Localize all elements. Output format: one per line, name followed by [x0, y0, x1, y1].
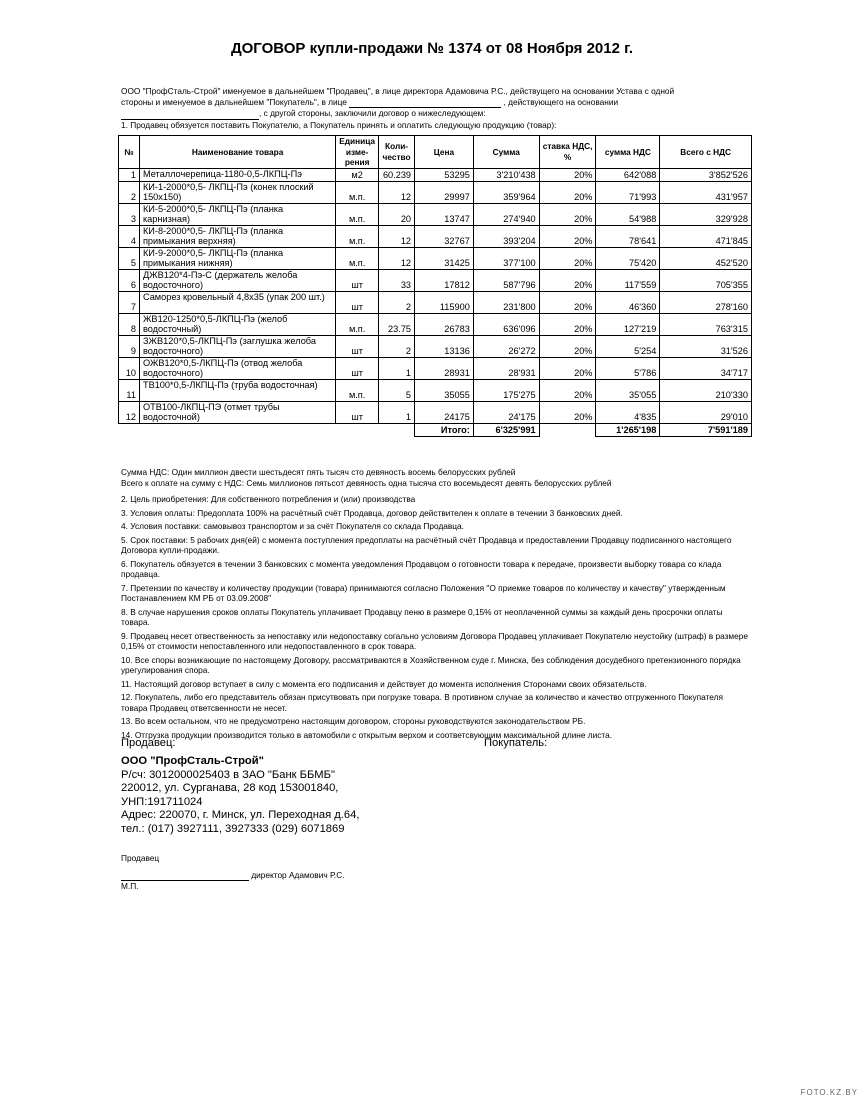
- seller-phones: тел.: (017) 3927111, 3927333 (029) 6071869: [121, 822, 345, 835]
- goods-table: [118, 135, 752, 437]
- cell-name: ОЖВ120*0,5-ЛКПЦ-Пэ (отвод желоба водосточного): [139, 357, 335, 379]
- cell-no: 8: [119, 313, 140, 335]
- intro-line-3-text: , с другой стороны, заключили договор о нижеследующем:: [259, 108, 486, 118]
- cell-unit: м.п.: [336, 379, 379, 401]
- cell-unit: м2: [336, 168, 379, 181]
- header-qty: Коли- чество: [379, 136, 415, 169]
- seller-unp: УНП:191711024: [121, 795, 203, 808]
- cell-rate: 20%: [539, 181, 596, 203]
- total-spacer: [119, 423, 415, 436]
- intro-line-2a: стороны и именуемое в дальнейшем "Покупатель", в лице: [121, 96, 347, 107]
- total-in-words: Всего к оплате на сумму с НДС: Семь миллионов пятьсот девяность одна тысяча сто восемьдесят девять белорусских рублей: [121, 477, 612, 488]
- cell-no: 11: [119, 379, 140, 401]
- buyer-heading: Покупатель:: [484, 737, 548, 749]
- cell-rate: 20%: [539, 401, 596, 423]
- table-row: [119, 379, 752, 401]
- header-sum: Сумма: [473, 136, 539, 169]
- seller-account: Р/сч: 3012000025403 в ЗАО "Банк ББМБ": [121, 768, 335, 781]
- cell-vat: 35'055: [596, 379, 660, 401]
- cell-name: ЗЖВ120*0,5-ЛКПЦ-Пэ (заглушка желоба водосточного): [139, 335, 335, 357]
- clauses-list: [121, 494, 751, 740]
- cell-vat: 4'835: [596, 401, 660, 423]
- cell-vat: 5'786: [596, 357, 660, 379]
- goods-body: [119, 168, 752, 423]
- cell-sum: 377'100: [473, 247, 539, 269]
- cell-name: Саморез кровельный 4,8х35 (упак 200 шт.): [139, 291, 335, 313]
- cell-unit: шт: [336, 269, 379, 291]
- seller-heading: Продавец:: [121, 737, 176, 749]
- cell-qty: 20: [379, 203, 415, 225]
- cell-name: ОТВ100-ЛКПЦ-ПЭ (отмет трубы водосточной): [139, 401, 335, 423]
- document-title: ДОГОВОР купли-продажи № 1374 от 08 Ноября 2012 г.: [230, 40, 634, 57]
- cell-price: 26783: [415, 313, 474, 335]
- header-vat: сумма НДС: [596, 136, 660, 169]
- cell-rate: 20%: [539, 203, 596, 225]
- cell-vat: 78'641: [596, 225, 660, 247]
- table-row: [119, 247, 752, 269]
- cell-total: 705'355: [660, 269, 752, 291]
- cell-sum: 3'210'438: [473, 168, 539, 181]
- cell-unit: шт: [336, 291, 379, 313]
- cell-total: 431'957: [660, 181, 752, 203]
- total-sum: 6'325'991: [473, 423, 539, 436]
- total-vat: 1'265'198: [596, 423, 660, 436]
- cell-qty: 1: [379, 357, 415, 379]
- table-row: [119, 335, 752, 357]
- cell-unit: м.п.: [336, 225, 379, 247]
- cell-qty: 12: [379, 181, 415, 203]
- cell-no: 7: [119, 291, 140, 313]
- table-row: [119, 225, 752, 247]
- cell-unit: шт: [336, 401, 379, 423]
- intro-line-1: ООО "ПрофСталь-Строй" именуемое в дальнейшем "Продавец", в лице директора Адамовича Р.С., действущего на основании Устава с одной: [121, 86, 675, 96]
- cell-qty: 1: [379, 401, 415, 423]
- clause-item: 14. Отгрузка продукции производится только в автомобили с открытым верхом и соответсвующим максимальной длине листа.: [121, 729, 613, 740]
- cell-total: 452'520: [660, 247, 752, 269]
- table-row: [119, 401, 752, 423]
- cell-rate: 20%: [539, 357, 596, 379]
- cell-total: 34'717: [660, 357, 752, 379]
- cell-price: 17812: [415, 269, 474, 291]
- cell-unit: шт: [336, 335, 379, 357]
- signature-label: Продавец: [121, 853, 160, 863]
- cell-total: 763'315: [660, 313, 752, 335]
- signature-block: [121, 853, 345, 892]
- cell-rate: 20%: [539, 313, 596, 335]
- cell-total: 3'852'526: [660, 168, 752, 181]
- cell-total: 278'160: [660, 291, 752, 313]
- table-total-row: [119, 423, 752, 436]
- header-name: Наименование товара: [139, 136, 335, 169]
- cell-no: 1: [119, 168, 140, 181]
- vat-in-words: Сумма НДС: Один миллион двести шестьдесят пять тысяч сто девяность восемь белорусских рублей: [121, 467, 516, 477]
- cell-unit: шт: [336, 357, 379, 379]
- cell-vat: 46'360: [596, 291, 660, 313]
- cell-rate: 20%: [539, 168, 596, 181]
- cell-qty: 23.75: [379, 313, 415, 335]
- table-header-row: [119, 136, 752, 169]
- cell-unit: м.п.: [336, 313, 379, 335]
- signer-name: директор Адамович Р.С.: [251, 869, 345, 880]
- cell-price: 13136: [415, 335, 474, 357]
- cell-no: 2: [119, 181, 140, 203]
- cell-qty: 12: [379, 225, 415, 247]
- intro-line-3: [121, 108, 746, 120]
- cell-name: ДЖВ120*4-Пэ-С (держатель желоба водосточного): [139, 269, 335, 291]
- cell-vat: 71'993: [596, 181, 660, 203]
- signature-line: [121, 870, 249, 882]
- cell-total: 471'845: [660, 225, 752, 247]
- cell-sum: 274'940: [473, 203, 539, 225]
- cell-sum: 636'096: [473, 313, 539, 335]
- total-gap: [539, 423, 596, 436]
- cell-unit: м.п.: [336, 203, 379, 225]
- cell-sum: 24'175: [473, 401, 539, 423]
- stamp-label: М.П.: [121, 881, 139, 891]
- cell-no: 5: [119, 247, 140, 269]
- cell-price: 31425: [415, 247, 474, 269]
- cell-price: 28931: [415, 357, 474, 379]
- cell-vat: 642'088: [596, 168, 660, 181]
- seller-details: [121, 755, 359, 836]
- cell-name: КИ-8-2000*0,5- ЛКПЦ-Пэ (планка примыкания верхняя): [139, 225, 335, 247]
- cell-qty: 33: [379, 269, 415, 291]
- cell-no: 12: [119, 401, 140, 423]
- header-no: №: [119, 136, 140, 169]
- cell-sum: 231'800: [473, 291, 539, 313]
- cell-total: 329'928: [660, 203, 752, 225]
- cell-name: ЖВ120-1250*0,5-ЛКПЦ-Пэ (желоб водосточный): [139, 313, 335, 335]
- terms-section: [121, 467, 751, 743]
- cell-vat: 75'420: [596, 247, 660, 269]
- cell-rate: 20%: [539, 379, 596, 401]
- seller-address-2: Адрес: 220070, г. Минск, ул. Переходная д.64,: [121, 809, 360, 821]
- cell-no: 9: [119, 335, 140, 357]
- cell-sum: 359'964: [473, 181, 539, 203]
- cell-rate: 20%: [539, 247, 596, 269]
- table-row: [119, 313, 752, 335]
- cell-sum: 28'931: [473, 357, 539, 379]
- cell-sum: 26'272: [473, 335, 539, 357]
- intro-line-2b: , действующего на основании: [503, 96, 619, 107]
- clause-item: 8. В случае нарушения сроков оплаты Покупатель уплачивает Продавцу пеню в размере 0,15% от неоплаченной суммы за каждый день просрочки оплаты товара.: [121, 606, 723, 627]
- cell-qty: 5: [379, 379, 415, 401]
- clause-item: 13. Во всем остальном, что не предусмотрено настоящим договором, стороны руководствуются законодательством РБ.: [121, 716, 586, 726]
- basis-blank: [121, 108, 259, 120]
- clause-item: 9. Продавец несет отвественность за непоставку или недопоставку согально условиям Договора Продавец уплачивает Покупателю неустойку (штраф) в размере 0,15% от стоимости непоставленного или недопоставленного в срок товара.: [121, 630, 748, 651]
- table-row: [119, 203, 752, 225]
- table-row: [119, 291, 752, 313]
- header-price: Цена: [415, 136, 474, 169]
- cell-vat: 117'559: [596, 269, 660, 291]
- cell-qty: 2: [379, 335, 415, 357]
- cell-price: 35055: [415, 379, 474, 401]
- cell-name: ТВ100*0,5-ЛКПЦ-Пэ (труба водосточная): [139, 379, 335, 401]
- table-row: [119, 168, 752, 181]
- clause-item: 12. Покупатель, либо его представитель обязан присутвовать при погрузке товара. В противном случае за количество и качество отгруженного Покупателя товара Продавец ответсвенности не несет.: [121, 692, 723, 713]
- cell-unit: м.п.: [336, 181, 379, 203]
- seller-address-1: 220012, ул. Сурганава, 28 код 153001840,: [121, 782, 339, 794]
- cell-price: 32767: [415, 225, 474, 247]
- cell-no: 10: [119, 357, 140, 379]
- cell-rate: 20%: [539, 291, 596, 313]
- signature-line-row: [121, 870, 345, 882]
- cell-price: 53295: [415, 168, 474, 181]
- cell-vat: 127'219: [596, 313, 660, 335]
- cell-qty: 2: [379, 291, 415, 313]
- cell-price: 115900: [415, 291, 474, 313]
- clause-item: 11. Настоящий договор вступает в силу с момента его подписания и действует до момента исполнения Сторонами своих обязательств.: [121, 678, 647, 689]
- clause-item: 10. Все споры возникающие по настоящему Договору, рассматриваются в Хозяйственном суде г. Минска, без соблюдения досудебного претензионного порядка урегулирования спора.: [121, 654, 741, 675]
- cell-name: КИ-5-2000*0,5- ЛКПЦ-Пэ (планка карнизная): [139, 203, 335, 225]
- header-unit: Единица изме- рения: [336, 136, 379, 169]
- header-rate: ставка НДС, %: [539, 136, 596, 169]
- cell-sum: 175'275: [473, 379, 539, 401]
- cell-total: 210'330: [660, 379, 752, 401]
- cell-rate: 20%: [539, 269, 596, 291]
- cell-total: 29'010: [660, 401, 752, 423]
- table-row: [119, 357, 752, 379]
- intro-section: [121, 86, 746, 130]
- total-label: Итого:: [415, 423, 474, 436]
- cell-no: 6: [119, 269, 140, 291]
- total-all: 7'591'189: [660, 423, 752, 436]
- cell-rate: 20%: [539, 335, 596, 357]
- header-total: Всего с НДС: [660, 136, 752, 169]
- cell-name: Металлочерепица-1180-0,5-ЛКПЦ-Пэ: [139, 168, 335, 181]
- cell-price: 13747: [415, 203, 474, 225]
- cell-qty: 60.239: [379, 168, 415, 181]
- cell-name: КИ-9-2000*0,5- ЛКПЦ-Пэ (планка примыкания нижняя): [139, 247, 335, 269]
- cell-name: КИ-1-2000*0,5- ЛКПЦ-Пэ (конек плоский 150х150): [139, 181, 335, 203]
- clause-item: 7. Претензии по качеству и количеству продукции (товара) принимаются согласно Положения "О приемке товаров по количеству и качеству" утвержденным Постанавлением КМ РБ от 03.09.2008": [121, 582, 726, 603]
- cell-unit: м.п.: [336, 247, 379, 269]
- cell-no: 3: [119, 203, 140, 225]
- cell-price: 29997: [415, 181, 474, 203]
- clause-1: 1. Продавец обязуется поставить Покупателю, а Покупатель принять и оплатить следующую продукцию (товар):: [121, 119, 557, 130]
- intro-line-2: [121, 97, 746, 109]
- clause-item: 5. Срок поставки: 5 рабочих дня(ей) с момента поступления предоплаты на расчётный счёт Продавца и предоставлении Продавцу подписанного настоящего Договора купли-продажи.: [121, 534, 732, 555]
- seller-company: ООО "ПрофСталь-Строй": [121, 755, 264, 767]
- cell-vat: 54'988: [596, 203, 660, 225]
- table-row: [119, 269, 752, 291]
- clause-item: 2. Цель приобретения: Для собственного потребления и (или) производства: [121, 494, 416, 504]
- cell-price: 24175: [415, 401, 474, 423]
- cell-rate: 20%: [539, 225, 596, 247]
- cell-vat: 5'254: [596, 335, 660, 357]
- cell-sum: 587'796: [473, 269, 539, 291]
- clause-item: 3. Условия оплаты: Предоплата 100% на расчётный счёт Продавца, договор действителен к оплате в течении 3 банковских дней.: [121, 507, 623, 518]
- cell-sum: 393'204: [473, 225, 539, 247]
- watermark: FOTO.KZ.BY: [800, 1088, 858, 1097]
- cell-qty: 12: [379, 247, 415, 269]
- clause-item: 6. Покупатель обязуется в течении 3 банковских с момента уведомления Продавцом о готовности товара к передаче, произвести выборку товара со клада продавца.: [121, 558, 722, 579]
- clause-item: 4. Условия поставки: самовывоз транспортом и за счёт Покупателя со склада Продавца.: [121, 521, 464, 531]
- table-row: [119, 181, 752, 203]
- cell-no: 4: [119, 225, 140, 247]
- buyer-representative-blank: [349, 97, 501, 109]
- cell-total: 31'526: [660, 335, 752, 357]
